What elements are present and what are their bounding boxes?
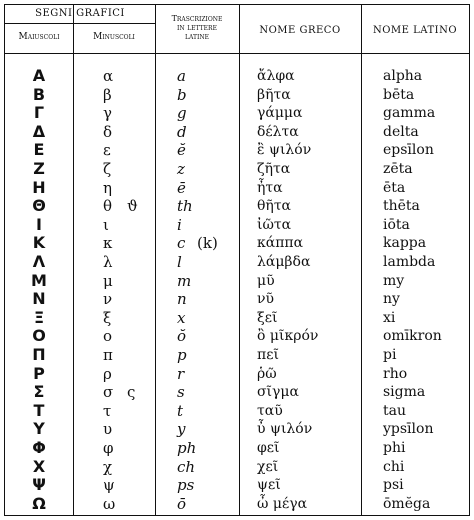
header-trascrizione-line: latine	[185, 32, 209, 41]
greek-name-cell	[239, 253, 361, 272]
lowercase-letter: π	[103, 346, 113, 364]
uppercase-letter: Σ	[33, 382, 45, 402]
latin-name-cell	[361, 309, 469, 328]
lowercase-cell	[73, 141, 155, 160]
transcription-cell	[155, 495, 239, 514]
lowercase-letter: σ	[103, 383, 114, 402]
latin-name-cell	[361, 86, 469, 105]
table-row	[5, 197, 469, 216]
table-row	[5, 365, 469, 384]
transcription-cell	[155, 439, 239, 458]
transcription: n	[177, 290, 187, 309]
latin-name: bēta	[383, 86, 415, 103]
table-row	[5, 327, 469, 346]
latin-name: sigma	[383, 384, 426, 401]
header-divider	[5, 53, 469, 54]
greek-name-cell	[239, 290, 361, 309]
transcription-cell	[155, 346, 239, 365]
uppercase-letter: Χ	[32, 456, 46, 476]
lowercase-cell	[73, 104, 155, 123]
table-row	[5, 439, 469, 458]
greek-name-cell	[239, 476, 361, 495]
latin-name: zēta	[383, 161, 413, 177]
latin-name: thēta	[383, 198, 420, 215]
transcription-cell	[155, 104, 239, 123]
greek-name-cell	[239, 439, 361, 458]
latin-name: alpha	[383, 68, 423, 84]
greek-name-cell	[239, 346, 361, 365]
uppercase-letter: Π	[32, 345, 46, 364]
transcription-cell	[155, 197, 239, 216]
greek-name: πεῖ	[257, 347, 279, 363]
latin-name: delta	[383, 123, 419, 140]
lowercase-cell	[73, 402, 155, 421]
transcription-variant: (k)	[197, 234, 218, 253]
transcription: m	[177, 271, 192, 290]
lowercase-letter: υ	[103, 420, 113, 439]
uppercase-letter: Ξ	[33, 307, 45, 327]
uppercase-letter: Ι	[36, 214, 42, 234]
transcription-cell	[155, 86, 239, 105]
greek-name: ζῆτα	[257, 161, 291, 177]
greek-name-cell	[239, 495, 361, 514]
table-row	[5, 179, 469, 198]
transcription-cell	[155, 179, 239, 198]
latin-name-cell	[361, 439, 469, 458]
greek-name-cell	[239, 197, 361, 216]
latin-name: rho	[383, 365, 408, 382]
greek-name: γάμμα	[257, 105, 303, 122]
lowercase-letter: ν	[103, 290, 113, 309]
transcription: x	[177, 308, 186, 327]
latin-name: chi	[383, 458, 405, 475]
uppercase-letter: Φ	[32, 438, 46, 457]
greek-name: ῥῶ	[257, 365, 277, 382]
latin-name-cell	[361, 197, 469, 216]
greek-name: θῆτα	[257, 198, 292, 215]
lowercase-cell	[73, 476, 155, 495]
header-minuscoli: Minuscoli	[93, 32, 135, 42]
lowercase-cell	[73, 123, 155, 142]
uppercase-letter: Θ	[32, 196, 46, 216]
greek-name: κάππα	[257, 235, 304, 252]
latin-name-cell	[361, 383, 469, 402]
latin-name-cell	[361, 104, 469, 123]
greek-name: ὖ ψιλόν	[257, 421, 313, 438]
table-row	[5, 86, 469, 105]
lowercase-cell	[73, 458, 155, 477]
greek-name-cell	[239, 420, 361, 439]
lowercase-cell	[73, 495, 155, 514]
lowercase-cell	[73, 365, 155, 384]
uppercase-letter: Η	[32, 177, 46, 197]
latin-name: gamma	[383, 105, 436, 122]
latin-name: epsīlon	[383, 142, 434, 159]
latin-name-cell	[361, 67, 469, 86]
transcription: d	[177, 122, 187, 141]
latin-name-cell	[361, 458, 469, 477]
lowercase-letter: ο	[103, 327, 113, 346]
latin-name: ōmĕga	[383, 495, 431, 512]
uppercase-letter: Κ	[32, 233, 46, 253]
transcription: r	[177, 364, 185, 383]
lowercase-letter: ε	[103, 141, 111, 160]
greek-name: λάμβδα	[257, 254, 311, 270]
table-row	[5, 104, 469, 123]
uppercase-letter: Γ	[33, 103, 45, 123]
greek-name-cell	[239, 216, 361, 235]
lowercase-cell	[73, 67, 155, 86]
greek-name: ἦτα	[257, 179, 283, 196]
lowercase-letter: ω	[103, 494, 116, 513]
transcription: ph	[177, 439, 197, 457]
greek-name: χεῖ	[257, 458, 279, 475]
transcription: z	[177, 160, 185, 178]
latin-name-cell	[361, 365, 469, 384]
greek-name: νῦ	[257, 291, 275, 308]
latin-name: kappa	[383, 235, 427, 252]
latin-name-cell	[361, 123, 469, 142]
transcription-cell	[155, 402, 239, 421]
latin-name-cell	[361, 272, 469, 291]
uppercase-letter: Α	[32, 66, 46, 85]
greek-name: ὦ μέγα	[257, 495, 308, 512]
transcription: t	[177, 401, 184, 420]
greek-name-cell	[239, 402, 361, 421]
uppercase-letter: Λ	[32, 252, 46, 271]
lowercase-variant: ς	[127, 383, 136, 402]
lowercase-cell	[73, 216, 155, 235]
lowercase-cell	[73, 327, 155, 346]
table-row	[5, 458, 469, 477]
latin-name-cell	[361, 327, 469, 346]
greek-name-cell	[239, 383, 361, 402]
lowercase-letter: μ	[103, 271, 113, 290]
lowercase-variant: ϑ	[127, 197, 138, 216]
transcription-cell	[155, 365, 239, 384]
lowercase-letter: λ	[103, 253, 113, 271]
greek-name: ἄλφα	[257, 68, 295, 84]
lowercase-cell	[73, 272, 155, 291]
transcription: ps	[177, 476, 195, 495]
greek-name: ἒ ψιλόν	[257, 142, 312, 159]
lowercase-cell	[73, 160, 155, 179]
header-nome-greco: NOME GRECO	[259, 25, 341, 36]
uppercase-letter: Υ	[33, 419, 45, 439]
lowercase-letter: κ	[103, 234, 113, 253]
greek-name-cell	[239, 123, 361, 142]
header-segni-grafici: SEGNI GRAFICI	[35, 8, 125, 19]
latin-name-cell	[361, 179, 469, 198]
table-row	[5, 346, 469, 365]
uppercase-letter: Μ	[31, 270, 47, 290]
latin-name-cell	[361, 160, 469, 179]
lowercase-letter: γ	[103, 104, 112, 123]
table-row	[5, 123, 469, 142]
header-subdivider	[5, 23, 155, 24]
transcription-cell	[155, 141, 239, 160]
greek-name: ξεῖ	[257, 309, 278, 326]
lowercase-letter: δ	[103, 122, 113, 141]
table-row	[5, 309, 469, 328]
greek-name-cell	[239, 141, 361, 160]
table-row	[5, 495, 469, 514]
greek-name-cell	[239, 234, 361, 253]
greek-name-cell	[239, 365, 361, 384]
table-row	[5, 272, 469, 291]
uppercase-letter: Ε	[33, 140, 45, 160]
table-row	[5, 383, 469, 402]
latin-name-cell	[361, 234, 469, 253]
transcription-cell	[155, 327, 239, 346]
lowercase-letter: ρ	[103, 364, 112, 383]
latin-name-cell	[361, 253, 469, 272]
transcription-cell	[155, 160, 239, 179]
lowercase-cell	[73, 309, 155, 328]
lowercase-letter: β	[103, 85, 112, 104]
table-row	[5, 67, 469, 86]
latin-name: my	[383, 272, 405, 289]
uppercase-letter: Ψ	[32, 475, 46, 495]
uppercase-letter: Ω	[32, 493, 46, 513]
transcription-cell	[155, 420, 239, 439]
greek-name-cell	[239, 67, 361, 86]
lowercase-letter: ξ	[103, 308, 112, 327]
latin-name: tau	[383, 402, 406, 419]
lowercase-letter: α	[103, 67, 114, 85]
latin-name: pi	[383, 347, 397, 363]
transcription-cell	[155, 216, 239, 235]
transcription: b	[177, 85, 187, 104]
latin-name: xi	[383, 309, 396, 326]
table-row	[5, 141, 469, 160]
header-trascrizione-line: in lettere	[177, 23, 217, 32]
lowercase-letter: ψ	[103, 476, 115, 495]
lowercase-letter: θ	[103, 197, 113, 216]
transcription: l	[177, 253, 182, 271]
transcription-cell	[155, 67, 239, 86]
latin-name-cell	[361, 495, 469, 514]
transcription: y	[177, 420, 186, 439]
greek-name-cell	[239, 309, 361, 328]
greek-name-cell	[239, 458, 361, 477]
lowercase-cell	[73, 86, 155, 105]
table-row	[5, 234, 469, 253]
uppercase-letter: Β	[32, 84, 46, 104]
greek-name-cell	[239, 179, 361, 198]
table-row	[5, 402, 469, 421]
lowercase-cell	[73, 197, 155, 216]
transcription-cell	[155, 458, 239, 477]
lowercase-cell	[73, 346, 155, 365]
uppercase-letter: Δ	[32, 121, 46, 141]
latin-name-cell	[361, 290, 469, 309]
transcription: p	[177, 346, 187, 364]
lowercase-cell	[73, 383, 155, 402]
uppercase-letter: Ο	[32, 326, 46, 346]
latin-name-cell	[361, 476, 469, 495]
transcription-cell	[155, 476, 239, 495]
transcription-cell	[155, 309, 239, 328]
latin-name: phi	[383, 440, 406, 456]
latin-name-cell	[361, 141, 469, 160]
lowercase-cell	[73, 179, 155, 198]
greek-name-cell	[239, 104, 361, 123]
lowercase-cell	[73, 253, 155, 272]
table-row	[5, 420, 469, 439]
greek-name-cell	[239, 327, 361, 346]
lowercase-letter: ζ	[103, 160, 112, 178]
latin-name: iōta	[383, 216, 410, 233]
latin-name-cell	[361, 346, 469, 365]
transcription: ō	[177, 494, 187, 513]
lowercase-letter: φ	[103, 439, 114, 457]
header-maiuscoli: Maiuscoli	[18, 32, 60, 42]
greek-name-cell	[239, 272, 361, 291]
latin-name: lambda	[383, 254, 436, 270]
lowercase-cell	[73, 234, 155, 253]
uppercase-letter: Ρ	[33, 363, 45, 383]
transcription-cell	[155, 272, 239, 291]
transcription-cell	[155, 253, 239, 272]
latin-name: omīkron	[383, 328, 442, 345]
uppercase-letter: Τ	[33, 400, 45, 420]
greek-name: δέλτα	[257, 123, 299, 140]
greek-name-cell	[239, 160, 361, 179]
greek-name: ταῦ	[257, 402, 283, 419]
transcription: ch	[177, 457, 196, 476]
transcription-cell	[155, 123, 239, 142]
transcription: ĕ	[177, 141, 186, 160]
greek-name-cell	[239, 86, 361, 105]
transcription: i	[177, 215, 182, 234]
table-row	[5, 476, 469, 495]
transcription: ē	[177, 178, 186, 197]
latin-name-cell	[361, 216, 469, 235]
transcription-cell	[155, 234, 239, 253]
lowercase-cell	[73, 290, 155, 309]
table-row	[5, 290, 469, 309]
latin-name-cell	[361, 420, 469, 439]
transcription: s	[177, 383, 185, 402]
uppercase-letter: Ζ	[33, 159, 45, 178]
table-row	[5, 253, 469, 272]
latin-name: ny	[383, 291, 400, 308]
header-trascrizione	[155, 14, 239, 41]
transcription: th	[177, 197, 193, 216]
lowercase-letter: ι	[103, 215, 109, 234]
latin-name: ypsīlon	[383, 421, 434, 438]
latin-name-cell	[361, 402, 469, 421]
greek-alphabet-table	[4, 4, 470, 516]
table-row	[5, 216, 469, 235]
latin-name: psi	[383, 477, 404, 494]
transcription-cell	[155, 383, 239, 402]
lowercase-letter: χ	[103, 457, 113, 476]
lowercase-cell	[73, 439, 155, 458]
greek-name: ψεῖ	[257, 477, 281, 494]
table-row	[5, 160, 469, 179]
greek-name: σῖγμα	[257, 384, 299, 401]
greek-name: φεῖ	[257, 440, 280, 456]
transcription: ŏ	[177, 327, 187, 346]
transcription: c	[177, 234, 186, 253]
uppercase-letter: Ν	[32, 289, 46, 309]
greek-name: ὂ μῖκρόν	[257, 328, 319, 345]
header-nome-latino: NOME LATINO	[372, 25, 458, 36]
transcription-cell	[155, 290, 239, 309]
lowercase-cell	[73, 420, 155, 439]
greek-name: βῆτα	[257, 86, 291, 103]
lowercase-letter: τ	[103, 401, 112, 420]
transcription: g	[177, 104, 187, 123]
header-trascrizione-line: Trascrizione	[171, 14, 223, 23]
lowercase-letter: η	[103, 178, 112, 197]
greek-name: ἰῶτα	[257, 216, 292, 233]
latin-name: ēta	[383, 179, 406, 196]
transcription: a	[177, 67, 186, 85]
greek-name: μῦ	[257, 272, 275, 289]
